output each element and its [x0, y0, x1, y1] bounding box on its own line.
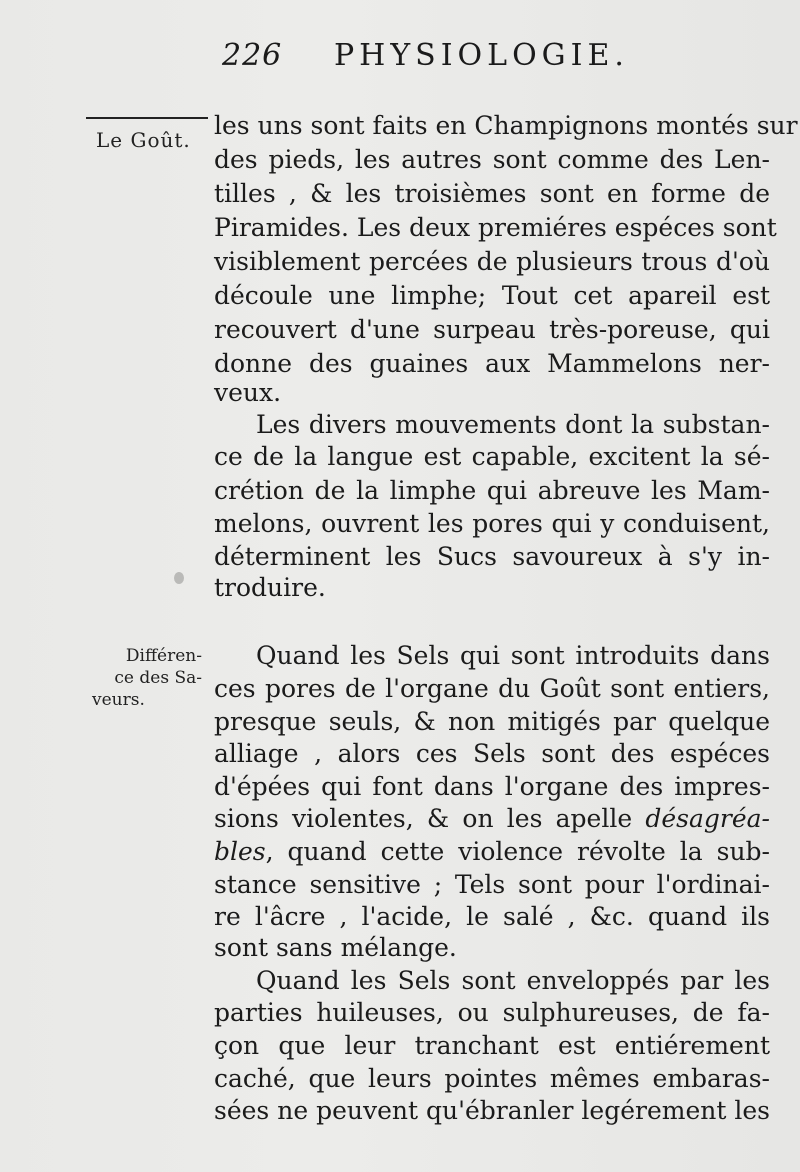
side-note-topic-text: Le Goût. [96, 128, 191, 152]
ink-smudge [174, 572, 184, 584]
text-italic: bles [214, 837, 266, 866]
text-line: recouvert d'une surpeau très-poreuse, qui [214, 315, 770, 344]
text-line: melons, ouvrent les pores qui y conduisent, [214, 509, 770, 538]
text-line: découle une limphe; Tout cet apareil est [214, 281, 770, 310]
text-line: sont sans mélange. [214, 933, 457, 962]
text-italic: désagréa- [645, 804, 770, 833]
text-line [214, 803, 770, 835]
text-line: déterminent les Sucs savoureux à s'y in- [214, 542, 770, 571]
running-head: PHYSIOLOGIE. [334, 38, 629, 73]
text-line: donne des guaines aux Mammelons ner- [214, 349, 770, 378]
text-run: sions violentes, & on les apelle [214, 804, 633, 833]
side-note-line: veurs. [92, 690, 145, 710]
text-line: sées ne peuvent qu'ébranler legérement les [214, 1096, 770, 1125]
text-line: presque seuls, & non mitigés par quelque [214, 707, 770, 736]
side-note-line: ce des Sa- [114, 668, 202, 688]
text-line: Quand les Sels sont enveloppés par les [256, 966, 770, 995]
text-line: ces pores de l'organe du Goût sont entiers, [214, 674, 770, 703]
side-note-topic [96, 129, 191, 151]
text-line: re l'âcre , l'acide, le salé , &c. quand ils [214, 902, 770, 931]
margin-rule [86, 117, 208, 119]
page-header [0, 38, 800, 78]
text-line: ce de la langue est capable, excitent la sé- [214, 442, 770, 471]
text-line: visiblement percées de plusieurs trous d'où [214, 247, 770, 276]
text-line: les uns sont faits en Champignons montés sur [214, 111, 798, 140]
text-line: crétion de la limphe qui abreuve les Mam- [214, 476, 770, 505]
text-line: Quand les Sels qui sont introduits dans [256, 641, 770, 670]
text-line [214, 836, 770, 868]
text-line: alliage , alors ces Sels sont des espéces [214, 739, 770, 768]
text-line: parties huileuses, ou sulphureuses, de fa- [214, 998, 770, 1027]
side-note-difference [86, 645, 202, 711]
text-line: tilles , & les troisièmes sont en forme de [214, 179, 770, 208]
text-line: des pieds, les autres sont comme des Len- [214, 145, 770, 174]
text-line: d'épées qui font dans l'organe des impres- [214, 772, 770, 801]
text-line: caché, que leurs pointes mêmes embaras- [214, 1064, 770, 1093]
text-line: veux. [214, 378, 282, 407]
text-line: Piramides. Les deux premiéres espéces sont [214, 213, 777, 242]
text-line: stance sensitive ; Tels sont pour l'ordinai- [214, 870, 770, 899]
side-note-line: Différen- [125, 646, 202, 666]
text-run: , quand cette violence révolte la sub- [265, 837, 770, 866]
text-line: Les divers mouvements dont la substan- [256, 410, 770, 439]
text-line: çon que leur tranchant est entiérement [214, 1031, 770, 1060]
page-number: 226 [222, 38, 283, 73]
text-line: troduire. [214, 573, 326, 602]
